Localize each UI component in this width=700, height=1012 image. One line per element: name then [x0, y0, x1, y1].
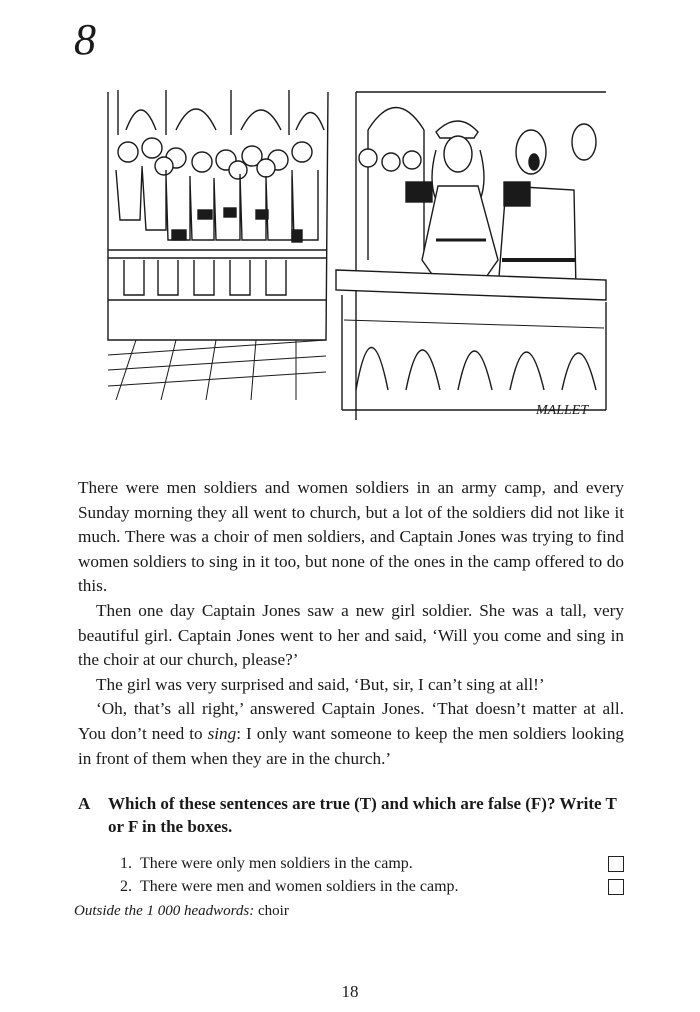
left-panel	[108, 90, 328, 400]
exercise-letter: A	[78, 794, 91, 813]
page-number: 18	[341, 982, 359, 1001]
vocabulary-label: Outside the 1 000 headwords:	[74, 903, 255, 919]
story-paragraph-4-part-2: : I only want someone to keep the men soldiers looking in front of them when they are in the church.’	[78, 723, 625, 768]
exercise-item-2	[78, 875, 624, 898]
exercise-heading	[78, 792, 624, 838]
chapter-number: 8	[74, 15, 96, 64]
story-paragraph-3: The girl was very surprised and said, ‘But, sir, I can’t sing at all!’	[96, 674, 545, 694]
story-paragraph-1: There were men soldiers and women soldiers in an army camp, and every Sunday morning they all went to church, but a lot of the soldiers did not like it much. There was a choir of men soldiers, and Captain Jones was trying to find women soldiers to sing in it too, but none of the ones in the camp offered to do this.	[78, 478, 624, 596]
item-number: 1.	[120, 854, 132, 872]
right-panel	[336, 92, 606, 420]
exercise-instructions: Which of these sentences are true (T) and which are false (F)? Write T or F in the boxes.	[108, 794, 617, 836]
exercise-list	[78, 852, 624, 898]
answer-checkbox-2[interactable]	[608, 879, 624, 895]
vocabulary-note	[74, 903, 289, 920]
item-number: 2.	[120, 877, 132, 895]
exercise-item-1	[78, 852, 624, 875]
story-paragraph-4-part-1: ‘Oh, that’s all right,’ answered Captain Jones. ‘That doesn’t matter at all. You don’t need to	[78, 699, 624, 743]
emphasis-sing: sing	[207, 723, 237, 743]
item-text: There were only men soldiers in the camp.	[140, 854, 413, 872]
illustrator-signature: MALLET	[536, 403, 589, 418]
story-text	[78, 476, 624, 771]
answer-checkbox-1[interactable]	[608, 856, 624, 872]
exercise-a	[78, 792, 624, 898]
story-paragraph-4	[78, 697, 624, 771]
item-text: There were men and women soldiers in the camp.	[140, 877, 459, 895]
vocabulary-words: choir	[258, 903, 289, 919]
story-paragraph-2: Then one day Captain Jones saw a new girl soldier. She was a tall, very beautiful girl. Captain Jones went to her and said, ‘Will you come and sing in the choir at our church, please?’	[78, 600, 624, 670]
church-choir-illustration	[106, 90, 618, 428]
